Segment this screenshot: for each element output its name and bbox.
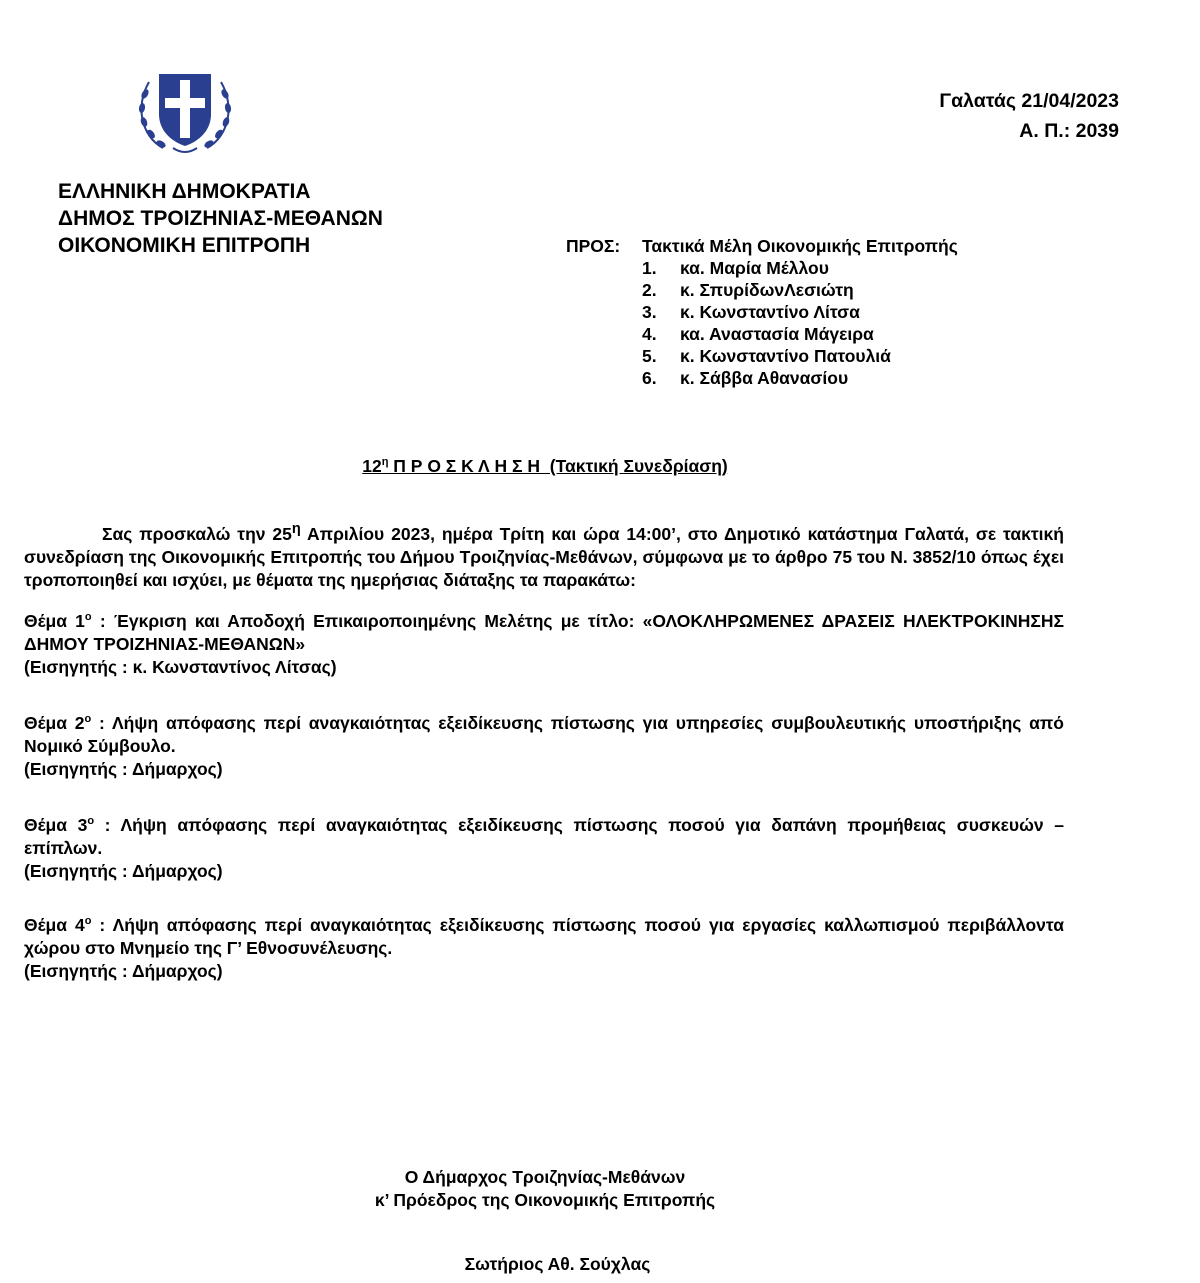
invitation-number-suffix: η [381,456,389,469]
member-name: κ. Κωνσταντίνο Λίτσα [680,302,860,322]
intro-text-start: Σας προσκαλώ την 25 [102,524,292,544]
greek-coat-of-arms-icon [133,66,237,158]
list-item [642,301,958,323]
topic-label [24,713,91,733]
member-name: κ. Κωνσταντίνο Πατουλιά [680,346,891,366]
topic-number: Θέμα 3 [24,815,88,835]
member-name: κα. Μαρία Μέλλου [680,258,829,278]
topic-rapporteur: (Εισηγητής : Δήμαρχος) [24,759,223,779]
protocol-number: Α. Π.: 2039 [1019,120,1119,142]
invitation-title [0,456,1090,477]
member-name: κ. ΣπυρίδωνΛεσιώτη [680,280,854,300]
list-item [642,367,958,389]
member-number: 6. [642,368,657,388]
topic-text: : Λήψη απόφασης περί αναγκαιότητας εξειδίκευσης πίστωσης ποσού για δαπάνη προμήθειας συσκευών – επίπλων. [24,815,1064,858]
agenda-topic-1 [24,610,1064,679]
topic-label [24,611,92,631]
topic-number-suffix: ο [87,815,95,828]
header-line-2: ΔΗΜΟΣ ΤΡΟΙΖΗΝΙΑΣ-ΜΕΘΑΝΩΝ [58,207,383,230]
member-number: 4. [642,324,657,344]
signature-title-1: Ο Δήμαρχος Τροιζηνίας-Μεθάνων [404,1167,686,1187]
topic-number-suffix: ο [84,713,92,726]
list-item [642,257,958,279]
member-number: 5. [642,346,657,366]
member-number: 1. [642,258,657,278]
topic-number: Θέμα 2 [24,713,85,733]
signature-block [0,1166,1090,1212]
invitation-number: 12 [362,456,382,476]
topic-number-suffix: ο [84,915,92,928]
issuer-header [58,178,383,259]
date-block [939,86,1119,146]
member-name: κα. Αναστασία Μάγειρα [680,324,874,344]
agenda-topic-2 [24,712,1064,781]
topic-text: : Λήψη απόφασης περί αναγκαιότητας εξειδίκευσης πίστωσης για υπηρεσίες συμβουλευτικής υποστήριξης από Νομικό Σύμβουλο. [24,713,1064,756]
topic-rapporteur: (Εισηγητής : Δήμαρχος) [24,961,223,981]
topic-text: : Λήψη απόφασης περί αναγκαιότητας εξειδίκευσης πίστωσης ποσού για εργασίες καλλωπισμού περιβάλλοντα χώρου στο Μνημείο της Γ’ Εθνοσυνέλευσης. [24,915,1064,958]
list-item [642,279,958,301]
topic-number: Θέμα 1 [24,611,85,631]
topic-label [24,915,91,935]
list-item [642,323,958,345]
topic-rapporteur: (Εισηγητής : κ. Κωνσταντίνος Λίτσας) [24,657,337,677]
intro-date-suffix: η [291,521,301,538]
agenda-topic-3 [24,814,1064,883]
list-item [642,345,958,367]
header-line-3: ΟΙΚΟΝΟΜΙΚΗ ΕΠΙΤΡΟΠΗ [58,234,311,257]
topic-rapporteur: (Εισηγητής : Δήμαρχος) [24,861,223,881]
topic-label [24,815,94,835]
topic-number-suffix: ο [84,611,92,624]
agenda-topic-4 [24,914,1064,983]
signer-name: Σωτήριος Αθ. Σούχλας [464,1254,651,1274]
topic-text: : Έγκριση και Αποδοχή Επικαιροποιημένης Μελέτης με τίτλο: «ΟΛΟΚΛΗΡΩΜΕΝΕΣ ΔΡΑΣΕΙΣ ΗΛΕΚΤΡΟΚΙΝΗΣΗΣ ΔΗΜΟΥ ΤΡΟΙΖΗΝΙΑΣ-ΜΕΘΑΝΩΝ» [24,611,1064,654]
header-line-1: ΕΛΛΗΝΙΚΗ ΔΗΜΟΚΡΑΤΙΑ [58,180,311,203]
intro-paragraph [24,523,1064,592]
intro-text-rest: Απριλίου 2023, ημέρα Τρίτη και ώρα 14:00’, στο Δημοτικό κατάστημα Γαλατά, σε τακτική συνεδρίαση της Οικονομικής Επιτροπής του Δήμου Τροιζηνίας-Μεθάνων, σύμφωνα με το άρθρο 75 του Ν. 3852/10 όπως έχει τροποποιηθεί και ισχύει, με θέματα της ημερήσιας διάταξης τα παρακάτω: [24,524,1064,590]
member-number: 2. [642,280,657,300]
recipients-label: ΠΡΟΣ: [566,236,621,256]
invitation-title-text: Π Ρ Ο Σ Κ Λ Η Σ Η (Τακτική Συνεδρίαση) [388,456,728,476]
recipients-list [566,257,958,389]
member-name: κ. Σάββα Αθανασίου [680,368,849,388]
signature-title-2: κ’ Πρόεδρος της Οικονομικής Επιτροπής [374,1190,716,1210]
topic-number: Θέμα 4 [24,915,85,935]
recipients-title: Τακτικά Μέλη Οικονομικής Επιτροπής [642,236,958,256]
place-date: Γαλατάς 21/04/2023 [939,90,1119,112]
member-number: 3. [642,302,657,322]
recipients-block [566,235,958,389]
